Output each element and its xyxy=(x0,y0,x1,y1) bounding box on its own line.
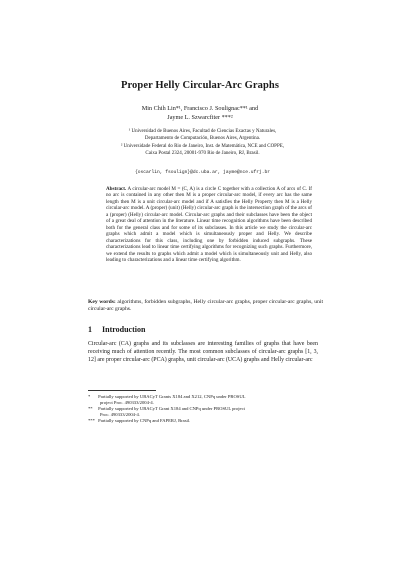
keywords-text: algorithms, forbidden subgraphs, Helly circular-arc graphs, proper circular-arc graphs, unit circular-arc graphs. xyxy=(88,299,323,313)
footnote-text: Partially supported by UBACyT Grants X184 and X212, CNPq under PROSUL xyxy=(98,394,246,399)
footnote xyxy=(88,418,318,424)
section-title: Introduction xyxy=(102,325,146,334)
affiliation-1-line-2: Departamento de Computación, Buenos Aires, Argentina. xyxy=(144,135,261,141)
affiliation-1-line-1: ¹ Universidad de Buenos Aires, Facultad de Ciencias Exactas y Naturales, xyxy=(128,129,277,134)
author-line-1: Min Chih Lin*¹, Francisco J. Soulignac**¹ and xyxy=(141,105,259,112)
footnote-text-cont: project Proc. 490333/2004-4. xyxy=(100,400,154,405)
footnote-mark: * xyxy=(88,394,91,399)
footnote-text-cont: Proc. 490333/2004-4. xyxy=(100,412,140,417)
affiliation-2 xyxy=(80,144,325,157)
footnote-text: Partially supported by CNPq and FAPERJ, Brasil. xyxy=(98,418,191,423)
footnote xyxy=(88,394,318,406)
section-number: 1 xyxy=(88,325,92,334)
author-line-2: Jayme L. Szwarcfiter ***² xyxy=(167,114,233,121)
footnotes xyxy=(88,394,318,424)
footnote-mark: *** xyxy=(88,418,95,423)
footnote-text: Partially supported by UBACyT Grant X184 and CNPq under PROSUL project xyxy=(98,406,245,411)
keywords-label: Key words: xyxy=(88,299,116,305)
author-emails: {oscarlin, fsoulign}@dc.uba.ar, jayme@nce.ufrj.br xyxy=(134,170,271,175)
abstract xyxy=(106,186,312,263)
keywords xyxy=(88,299,323,313)
paper-title: Proper Helly Circular-Arc Graphs xyxy=(120,80,280,91)
footnote-mark: ** xyxy=(88,406,93,411)
abstract-text: A circular-arc model M = (C, A) is a circle C together with a collection A of arcs of C. If no arc is contained in any other then M is a proper circular-arc model, if every arc has the same length then M is a unit circular-arc model and if A satisfies the Helly Property then M is a Helly circular-arc model. A (proper) (unit) (Helly) circular-arc graph is the intersection graph of the arcs of a (proper) (Helly) circular-arc model. Circular-arc graphs and their subclasses have been the object of a great deal of attention in the literature. Linear time recognition algorithms have been described both for the general class and for some of its subclasses. In this article we study the circular-arc graphs which admit a model which is simultaneously proper and Helly. We describe characterizations for this class, including one by forbidden induced subgraphs. These characterizations lead to linear time certifying algorithms for recognizing such graphs. Furthermore, we extend the results to graphs which admit a model which is simultaneously unit and Helly, also leading to characterizations and a linear time certifying algorithm. xyxy=(106,186,312,263)
abstract-label: Abstract. xyxy=(106,186,127,192)
author-list xyxy=(90,104,310,122)
footnote xyxy=(88,406,318,418)
affiliation-2-line-1: ² Universidade Federal do Rio de Janeiro, Inst. de Matemática, NCE and COPPE, xyxy=(120,144,285,149)
intro-paragraph: Circular-arc (CA) graphs and its subclasses are interesting families of graphs that have been receiving much of attention recently. The most common subclasses of circular-arc graphs [1, 3, 12] are proper circular-arc (PCA) graphs, unit circular-arc (UCA) graphs and Helly circular-arc xyxy=(88,341,318,364)
footnote-divider xyxy=(88,390,156,391)
affiliation-2-line-2: Caixa Postal 2324, 20001-970 Rio de Janeiro, RJ, Brasil. xyxy=(145,150,260,156)
section-heading xyxy=(88,325,145,334)
affiliation-1 xyxy=(80,129,325,142)
